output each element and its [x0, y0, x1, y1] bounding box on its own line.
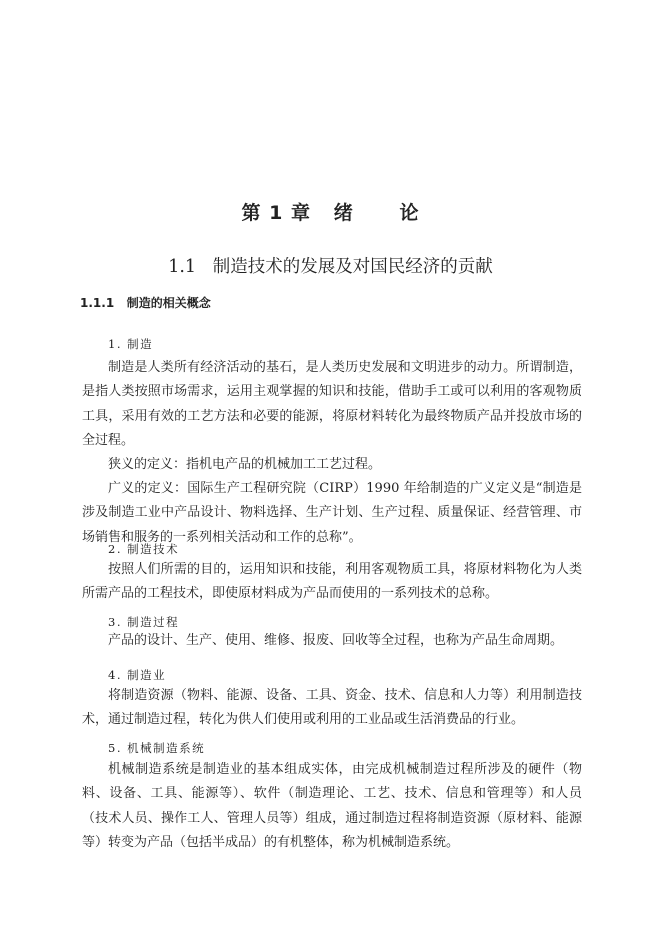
subsection-title: 1.1.1 制造的相关概念 — [80, 296, 211, 310]
item-heading-manufacturing-process: 3. 制造过程 — [108, 615, 180, 629]
item-heading-manufacturing-technology: 2. 制造技术 — [108, 542, 180, 556]
chapter-title: 第 1 章 绪 论 — [241, 202, 420, 224]
section-title: 1.1 制造技术的发展及对国民经济的贡献 — [168, 257, 493, 277]
paragraph: 机械制造系统是制造业的基本组成实体，由完成机械制造过程所涉及的硬件（物料、设备、工具、能源等）、软件（制造理论、工艺、技术、信息和管理等）和人员（技术人员、操作工人、管理人员等）组成，通过制造过程将制造资源（原材料、能源等）转变为产品（包括半成品）的有机整体，称为机械制造系统。 — [82, 762, 582, 850]
item-heading-manufacturing: 1. 制造 — [108, 337, 154, 351]
item-heading-mechanical-manufacturing-system: 5. 机械制造系统 — [108, 741, 206, 755]
item-heading-manufacturing-industry: 4. 制造业 — [108, 668, 167, 682]
paragraph: 产品的设计、生产、使用、维修、报废、回收等全过程，也称为产品生命周期。 — [108, 633, 564, 648]
paragraph: 制造是人类所有经济活动的基石，是人类历史发展和文明进步的动力。所谓制造，是指人类按照市场需求，运用主观掌握的知识和技能，借助手工或可以利用的客观物质工具，采用有效的工艺方法和必要的能源，将原材料转化为最终物质产品并投放市场的全过程。 — [82, 360, 582, 448]
paragraph: 狭义的定义：指机电产品的机械加工工艺过程。 — [108, 457, 382, 472]
paragraph: 广义的定义：国际生产工程研究院（CIRP）1990 年给制造的广义定义是“制造是涉及制造工业中产品设计、物料选择、生产计划、生产过程、质量保证、经营管理、市场销售和服务的一系列相关活动和工作的总称”。 — [82, 481, 582, 545]
paragraph: 按照人们所需的目的，运用知识和技能，利用客观物质工具，将原材料物化为人类所需产品的工程技术，即使原材料成为产品而使用的一系列技术的总称。 — [82, 562, 582, 602]
paragraph: 将制造资源（物料、能源、设备、工具、资金、技术、信息和人力等）利用制造技术，通过制造过程，转化为供人们使用或利用的工业品或生活消费品的行业。 — [82, 688, 582, 728]
